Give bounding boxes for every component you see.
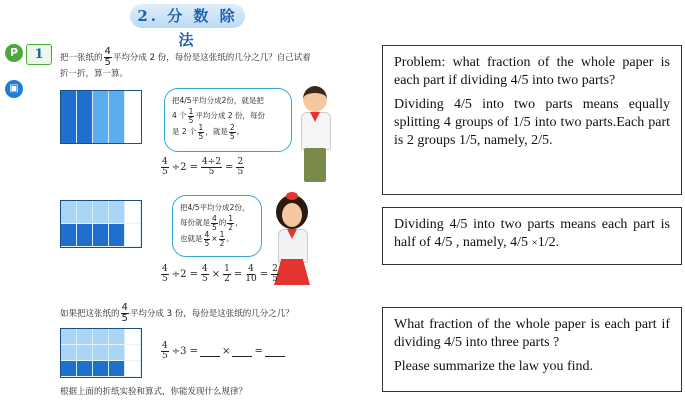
speech-bubble-1: 把4/5平均分成2份，就是把 4 个 $\frac{1}{5}$ 平均分成 2 份，每份 是 2 个 $\frac{1}{5}$ ，就是 $\frac{2}{5}$ 。 (164, 88, 292, 152)
translation-box-2: Dividing 4/5 into two parts means each part is half of 4/5 , namely, 4/5 ×1/2. (382, 207, 682, 265)
speech-bubble-2: 把4/5平均分成2份， 每份就是 $\frac{4}{5}$ 的 $\frac{1}{2}$ ， 也就是 $\frac{4}{5}$ × $\frac{1}{2}$ 。 (172, 195, 262, 257)
fold-diagram-3 (60, 328, 142, 378)
problem2-text: 如果把这张纸的 $\frac{4}{5}$ 平均分成 3 份，每份是这张纸的几分之几？ (60, 302, 294, 324)
green-pin-icon: P (5, 44, 23, 62)
fold-diagram-2 (60, 200, 142, 248)
equation-3: $\frac{4}{5}$ ÷3 = × = (160, 342, 285, 361)
equation-1: $\frac{4}{5}$ ÷2 = $\frac{4\div 2}{5}$ = $\frac{2}{5}$ (162, 157, 244, 177)
fold-diagram-1 (60, 90, 142, 144)
answer-blank-2[interactable] (232, 347, 252, 357)
equation-2: $\frac{4}{5}$ ÷2 = $\frac{4}{5}$ × $\frac{1}{2}$ = $\frac{4}{10}$ = $\frac{2}{5}$ (162, 264, 278, 284)
summary-prompt-cn: 根据上面的折纸实验和算式，你能发现什么规律？ (60, 387, 248, 397)
example-number-badge: 1 (26, 44, 52, 65)
translation-box-1: Problem: what fraction of the whole paper is each part if dividing 4/5 into two parts? Dividing 4/5 into two parts means equally splitting 4 groups of 1/5 into two parts.Each part is 2 groups 1/5, namely, 2/5. (382, 45, 682, 195)
section-title: 2. 分 数 除 法 (130, 4, 245, 28)
translation-box-3: What fraction of the whole paper is each part if dividing 4/5 into three parts ? Please summarize the law you find. (382, 307, 682, 392)
boy-illustration (295, 86, 335, 186)
answer-blank-3[interactable] (265, 347, 285, 357)
calculator-pin-icon: ▣ (5, 80, 23, 98)
problem1-text: 把一张纸的 $\frac{4}{5}$ 平均分成 2 份，每份是这张纸的几分之几？自己试着 折一折，算一算。 (60, 46, 311, 79)
answer-blank-1[interactable] (200, 347, 220, 357)
